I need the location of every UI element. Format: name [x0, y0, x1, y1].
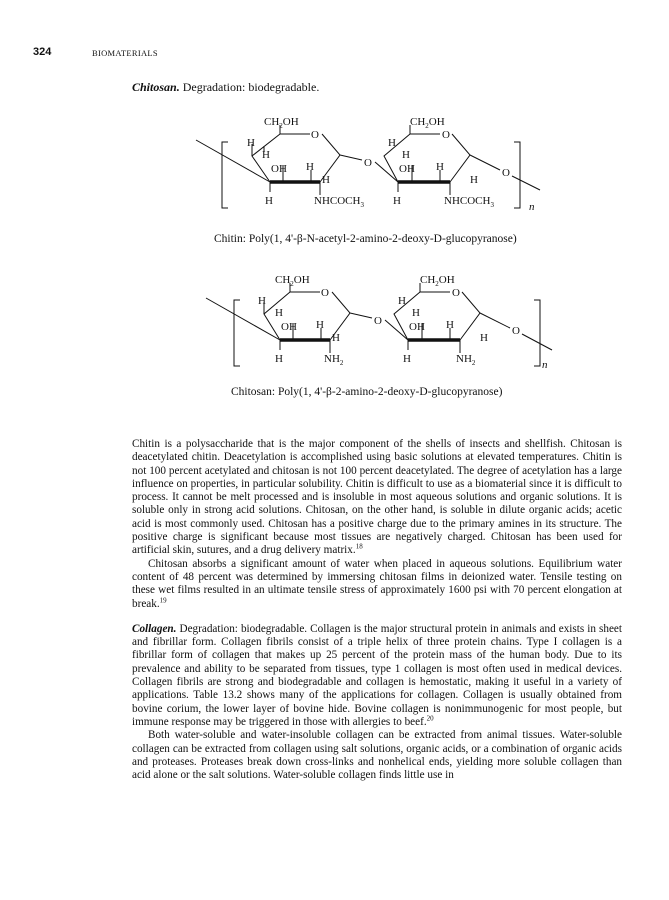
- chitin-h-2: H: [262, 149, 270, 161]
- paragraph-chitin: Chitin is a polysaccharide that is the major component of the shells of insects and shellfish. Chitosan is deacetylated chitin. Deacetylation is accomplished using basic solutions at elevated temperatures. Chitin is not 100 percent acetylated and chitosan is not 100 percent deacetylated. The degree of acetylation has a large influence on properties, in particular solubility. Chitin is difficult to use as a biomaterial since it is difficult to process. It cannot be melt processed and is insoluble in most aqueous solutions and organic solutions. It is soluble only in strong acid solutions. Chitosan, on the other hand, is soluble in dilute organic acids; acetic acid is most commonly used. Chitosan has a positive charge due to the primary amines in its structure. The positive charge is significant because most tissues are negatively charged. Chitosan has been used for artificial skin, sutures, and a drug delivery matrix.$^{18}$: [132, 438, 622, 557]
- structure-figure: [0, 0, 669, 420]
- ref-20: 20: [426, 714, 434, 723]
- chitin-link-o: O: [364, 157, 372, 169]
- chitin-h-7: H: [402, 149, 410, 161]
- chitosan-repeat-n: n: [542, 359, 548, 371]
- chitosan-h-9: H: [480, 332, 488, 344]
- chitosan-nh2-2: $NH_2$: [456, 353, 476, 367]
- chitin-oh-1: OH: [271, 163, 287, 175]
- page-number: 324: [33, 46, 52, 58]
- chitosan-h-1: H: [258, 295, 266, 307]
- chitin-end-o: O: [502, 167, 510, 179]
- chitosan-h-2: H: [275, 307, 283, 319]
- running-title: BIOMATERIALS: [92, 48, 158, 58]
- chitin-ring-o-1: O: [311, 129, 319, 141]
- chitosan-h-3: H: [316, 319, 324, 331]
- paragraph-collagen-extraction: Both water-soluble and water-insoluble collagen can be extracted from animal tissues. Water-soluble collagen can be extracted from collagen using salt solutions, organic acids, or a combination of organic acids and proteases. Proteases break down cross-links and nonhelical ends, yielding more soluble collagen than acid alone or the salt solutions. Water-soluble collagen finds little use in: [132, 729, 622, 782]
- chitin-h-4: H: [322, 174, 330, 186]
- chitosan-degradation: Degradation: biodegradable.: [182, 80, 320, 94]
- chitin-repeat-n: n: [529, 201, 535, 213]
- chitin-ch2oh-2: $CH_2OH$: [410, 116, 445, 130]
- collagen-title: Collagen.: [132, 622, 177, 635]
- chitosan-oh-2: OH: [409, 321, 425, 333]
- chitosan-h-5: H: [275, 353, 283, 365]
- chitosan-oh-1: OH: [281, 321, 297, 333]
- chitin-oh-2: OH: [399, 163, 415, 175]
- chitin-h-8: H: [436, 161, 444, 173]
- body-text: [132, 438, 622, 782]
- ref-18: 18: [355, 542, 363, 551]
- chitosan-h-4: H: [332, 332, 340, 344]
- chitosan-caption: Chitosan: Poly(1, 4'-β-2-amino-2-deoxy-D-glucopyranose): [231, 386, 503, 398]
- chitin-h-5: H: [265, 195, 273, 207]
- paragraph-water-absorption: Chitosan absorbs a significant amount of water when placed in aqueous solutions. Equilibrium water content of 48 percent was determined by immersing chitosan films in deionized water. Tensile testing on these wet films resulted in an ultimate tensile stress of approximately 1600 psi with 70 percent elongation at break.$^{19}$: [132, 557, 622, 610]
- chitosan-h-6: H: [398, 295, 406, 307]
- chitosan-ch2oh-2: $CH_2OH$: [420, 274, 455, 288]
- chitin-nhcoch3-2: $NHCOCH_3$: [444, 195, 494, 209]
- chitosan-title: Chitosan.: [132, 80, 180, 94]
- chitin-caption: Chitin: Poly(1, 4'-β-N-acetyl-2-amino-2-deoxy-D-glucopyranose): [214, 233, 517, 245]
- chitosan-h-7: H: [412, 307, 420, 319]
- chitosan-h-8: H: [446, 319, 454, 331]
- chitin-h-10: H: [393, 195, 401, 207]
- paragraph-collagen: Collagen. Degradation: biodegradable. Collagen is the major structural protein in animals and exists in sheet and fibrillar form. Collagen fibrils consist of a triple helix of three protein chains. Type I collagen is a fibrillar form of collagen that makes up 25 percent of the protein mass of the human body. Due to its prevalence and ability to be separated from tissues, type 1 collagen is most often used in medical devices. Collagen fibrils are strong and biodegradable and collagen is hemostatic, making it useful in a variety of applications. Table 13.2 shows many of the applications for collagen. Collagen is usually obtained from bovine corium, the lower layer of bovine hide. Bovine collagen is nonimmunogenic for most people, but immune response may be triggered in those with allergies to beef.$^{20}$: [132, 622, 622, 728]
- chitin-h-3: H: [306, 161, 314, 173]
- chitin-h-9: H: [470, 174, 478, 186]
- ref-19: 19: [159, 595, 167, 604]
- chitin-ring-o-2: O: [442, 129, 450, 141]
- chitosan-ch2oh-1: $CH_2OH$: [275, 274, 310, 288]
- chitosan-nh2-1: $NH_2$: [324, 353, 344, 367]
- chitosan-ring-o-2: O: [452, 287, 460, 299]
- chitosan-ring-o-1: O: [321, 287, 329, 299]
- chitosan-h-10: H: [403, 353, 411, 365]
- chitosan-link-o: O: [374, 315, 382, 327]
- chitin-h-1: H: [247, 137, 255, 149]
- chitosan-end-o: O: [512, 325, 520, 337]
- chitin-nhcoch3-1: $NHCOCH_3$: [314, 195, 364, 209]
- chitin-ch2oh-1: $CH_2OH$: [264, 116, 299, 130]
- chitin-h-6: H: [388, 137, 396, 149]
